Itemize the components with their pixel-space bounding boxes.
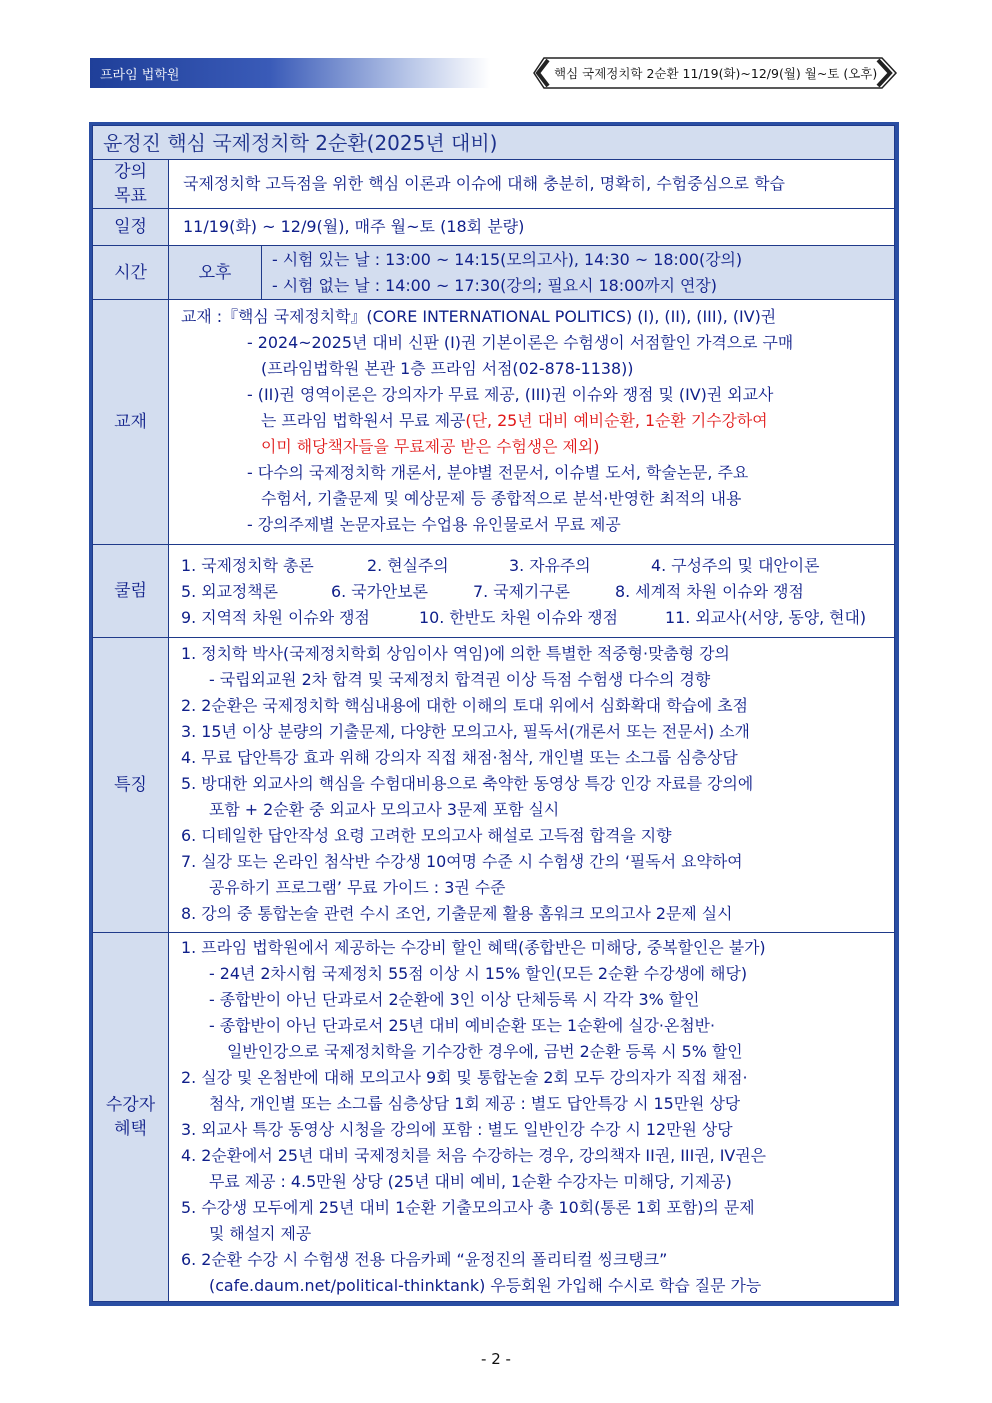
- textbook-label: 교재: [93, 300, 169, 545]
- time-line-exam: - 시험 있는 날 : 13:00 ~ 14:15(모의고사), 14:30 ~ 18:00(강의): [272, 249, 743, 269]
- page-number: - 2 -: [481, 1350, 511, 1368]
- benefit-line: 2. 실강 및 온첨반에 대해 모의고사 9회 및 통합논술 2회 모두 강의자가 직접 채점·: [181, 1068, 748, 1087]
- benefit-line: 5. 수강생 모두에게 25년 대비 1순환 기출모의고사 총 10회(통론 1회 포함)의 문제: [181, 1198, 755, 1217]
- benefit-line: 일반인강으로 국제정치학을 기수강한 경우에, 금번 2순환 등록 시 5% 할인: [227, 1042, 743, 1061]
- benefit-line: 3. 외교사 특강 동영상 시청을 강의에 포함 : 별도 일반인강 수강 시 12만원 상당: [181, 1120, 733, 1139]
- feature-line: - 국립외교원 2차 합격 및 국제정치 합격권 이상 득점 수험생 다수의 경향: [209, 670, 711, 689]
- header-left-banner: [90, 58, 490, 88]
- textbook-line: - (II)권 영역이론은 강의자가 무료 제공, (III)권 이슈와 쟁점 및 (IV)권 외교사: [247, 385, 774, 404]
- benefit-line: 6. 2순환 수강 시 수험생 전용 다음카페 “윤정진의 폴리티컬 씽크탱크”: [181, 1250, 668, 1269]
- features-details: [169, 638, 895, 933]
- benefit-line: 1. 프라임 법학원에서 제공하는 수강비 할인 혜택(종합반은 미해당, 중복할인은 불가): [181, 938, 766, 957]
- feature-line: 8. 강의 중 통합논술 관련 수시 조언, 기출문제 활용 홈워크 모의고사 2문제 실시: [181, 904, 733, 923]
- benefits-row: [93, 933, 895, 1302]
- benefit-line: - 종합반이 아닌 단과로서 25년 대비 예비순환 또는 1순환에 실강·온첨반·: [209, 1016, 716, 1035]
- curriculum-item: 5. 외교정책론: [181, 582, 278, 601]
- curriculum-item: 8. 세계적 차원 이슈와 쟁점: [615, 582, 804, 601]
- time-line-no-exam: - 시험 없는 날 : 14:00 ~ 17:30(강의; 필요시 18:00까지 연장): [272, 275, 717, 295]
- time-label: 시간: [93, 246, 169, 300]
- goal-label-line2: 목표: [114, 186, 147, 206]
- goal-row: [93, 160, 895, 209]
- feature-line: 공유하기 프로그램’ 무료 가이드 : 3권 수준: [209, 878, 506, 897]
- benefit-line: - 24년 2차시험 국제정치 55점 이상 시 15% 할인(모든 2순환 수강생에 해당): [209, 964, 748, 983]
- textbook-details: [169, 300, 895, 545]
- textbook-line: - 2024~2025년 대비 신판 (I)권 기본이론은 수험생이 서점할인 가격으로 구매: [247, 333, 794, 352]
- goal-label: [93, 160, 169, 209]
- features-label: 특징: [93, 638, 169, 933]
- goal-label-line1: 강의: [114, 162, 147, 182]
- benefits-details: [169, 933, 895, 1302]
- goal-text-line: 국제정치학 고득점을 위한 핵심 이론과 이슈에 대해 충분히, 명확히, 수험중심으로 학습: [183, 174, 785, 193]
- schedule-text: 11/19(화) ~ 12/9(월), 매주 월~토 (18회 분량): [169, 209, 895, 246]
- feature-line: 7. 실강 또는 온라인 첨삭반 수강생 10여명 수준 시 수험생 간의 ‘필독서 요약하여: [181, 852, 743, 871]
- time-sub-label: 오후: [169, 246, 262, 300]
- feature-line: 6. 디테일한 답안작성 요령 고려한 모의고사 해설로 고득점 합격을 지향: [181, 826, 672, 845]
- benefits-label-line1: 수강자: [105, 1095, 156, 1115]
- schedule-label: 일정: [93, 209, 169, 246]
- curriculum-line: [181, 553, 892, 579]
- benefit-line: 4. 2순환에서 25년 대비 국제정치를 처음 수강하는 경우, 강의책자 II권, III권, IV권은: [181, 1146, 767, 1165]
- benefit-line: 및 해설지 제공: [209, 1224, 312, 1243]
- curriculum-item: 2. 현실주의: [367, 556, 449, 575]
- textbook-exception-note: (단, 25년 대비 예비순환, 1순환 기수강하여: [465, 411, 768, 430]
- textbook-line: - 강의주제별 논문자료는 수업용 유인물로서 무료 제공: [247, 515, 621, 534]
- curriculum-label: 쿨럼: [93, 545, 169, 638]
- textbook-row: [93, 300, 895, 545]
- curriculum-line: [181, 605, 892, 631]
- curriculum-details: [169, 545, 895, 638]
- curriculum-line: [181, 579, 892, 605]
- feature-line: 2. 2순환은 국제정치학 핵심내용에 대한 이해의 토대 위에서 심화확대 학습에 초점: [181, 696, 748, 715]
- schedule-row: [93, 209, 895, 246]
- textbook-line: [181, 408, 892, 434]
- curriculum-row: [93, 545, 895, 638]
- benefits-label: [93, 933, 169, 1302]
- course-title: 윤정진 핵심 국제정치학 2순환(2025년 대비): [93, 126, 895, 160]
- feature-line: 포함 + 2순환 중 외교사 모의고사 3문제 포함 실시: [209, 800, 560, 819]
- curriculum-item: 1. 국제정치학 총론: [181, 556, 314, 575]
- benefit-line: 무료 제공 : 4.5만원 상당 (25년 대비 예비, 1순환 수강자는 미해당, 기제공): [209, 1172, 732, 1191]
- curriculum-item: 9. 지역적 차원 이슈와 쟁점: [181, 608, 370, 627]
- course-summary: 핵심 국제정치학 2순환 11/19(화)~12/9(월) 월~토 (오후): [554, 66, 878, 81]
- curriculum-item: 10. 한반도 차원 이슈와 쟁점: [419, 608, 618, 627]
- curriculum-item: 4. 구성주의 및 대안이론: [651, 556, 820, 575]
- time-details: [262, 246, 895, 300]
- academy-name: 프라임 법학원: [100, 68, 180, 83]
- textbook-exception-note: 이미 해당책자들을 무료제공 받은 수험생은 제외): [261, 437, 600, 456]
- curriculum-item: 6. 국가안보론: [331, 582, 428, 601]
- curriculum-item: 7. 국제기구론: [473, 582, 570, 601]
- textbook-line: 수험서, 기출문제 및 예상문제 등 종합적으로 분석·반영한 최적의 내용: [261, 489, 742, 508]
- textbook-line: 교재 :『핵심 국제정치학』(CORE INTERNATIONAL POLITICS) (I), (II), (III), (IV)권: [181, 307, 777, 326]
- feature-line: 3. 15년 이상 분량의 기출문제, 다양한 모의고사, 필독서(개론서 또는 전문서) 소개: [181, 722, 750, 741]
- curriculum-item: 3. 자유주의: [509, 556, 591, 575]
- course-table: [92, 125, 895, 1302]
- curriculum-item: 11. 외교사(서양, 동양, 현대): [665, 608, 867, 627]
- textbook-line-text: 는 프라임 법학원서 무료 제공: [261, 411, 466, 430]
- benefits-label-line2: 혜택: [114, 1119, 147, 1139]
- feature-line: 1. 정치학 박사(국제정치학회 상임이사 역임)에 의한 특별한 적중형·맞춤형 강의: [181, 644, 730, 663]
- title-row: [93, 126, 895, 160]
- textbook-line: - 다수의 국제정치학 개론서, 분야별 전문서, 이슈별 도서, 학술논문, 주요: [247, 463, 749, 482]
- header-right-tag: [530, 56, 900, 90]
- benefit-line: 첨삭, 개인별 또는 소그룹 심층상담 1회 제공 : 별도 답안특강 시 15만원 상당: [209, 1094, 741, 1113]
- feature-line: 5. 방대한 외교사의 핵심을 수험대비용으로 축약한 동영상 특강 인강 자료를 강의에: [181, 774, 754, 793]
- feature-line: 4. 무료 답안특강 효과 위해 강의자 직접 채점·첨삭, 개인별 또는 소그룹 심층상담: [181, 748, 738, 767]
- goal-text: [169, 160, 895, 209]
- textbook-line: (프라임법학원 본관 1층 프라임 서점(02-878-1138)): [261, 359, 634, 378]
- benefit-line: (cafe.daum.net/political-thinktank) 우등회원 가입해 수시로 학습 질문 가능: [209, 1276, 762, 1295]
- time-row: [93, 246, 895, 300]
- features-row: [93, 638, 895, 933]
- benefit-line: - 종합반이 아닌 단과로서 2순환에 3인 이상 단체등록 시 각각 3% 할인: [209, 990, 700, 1009]
